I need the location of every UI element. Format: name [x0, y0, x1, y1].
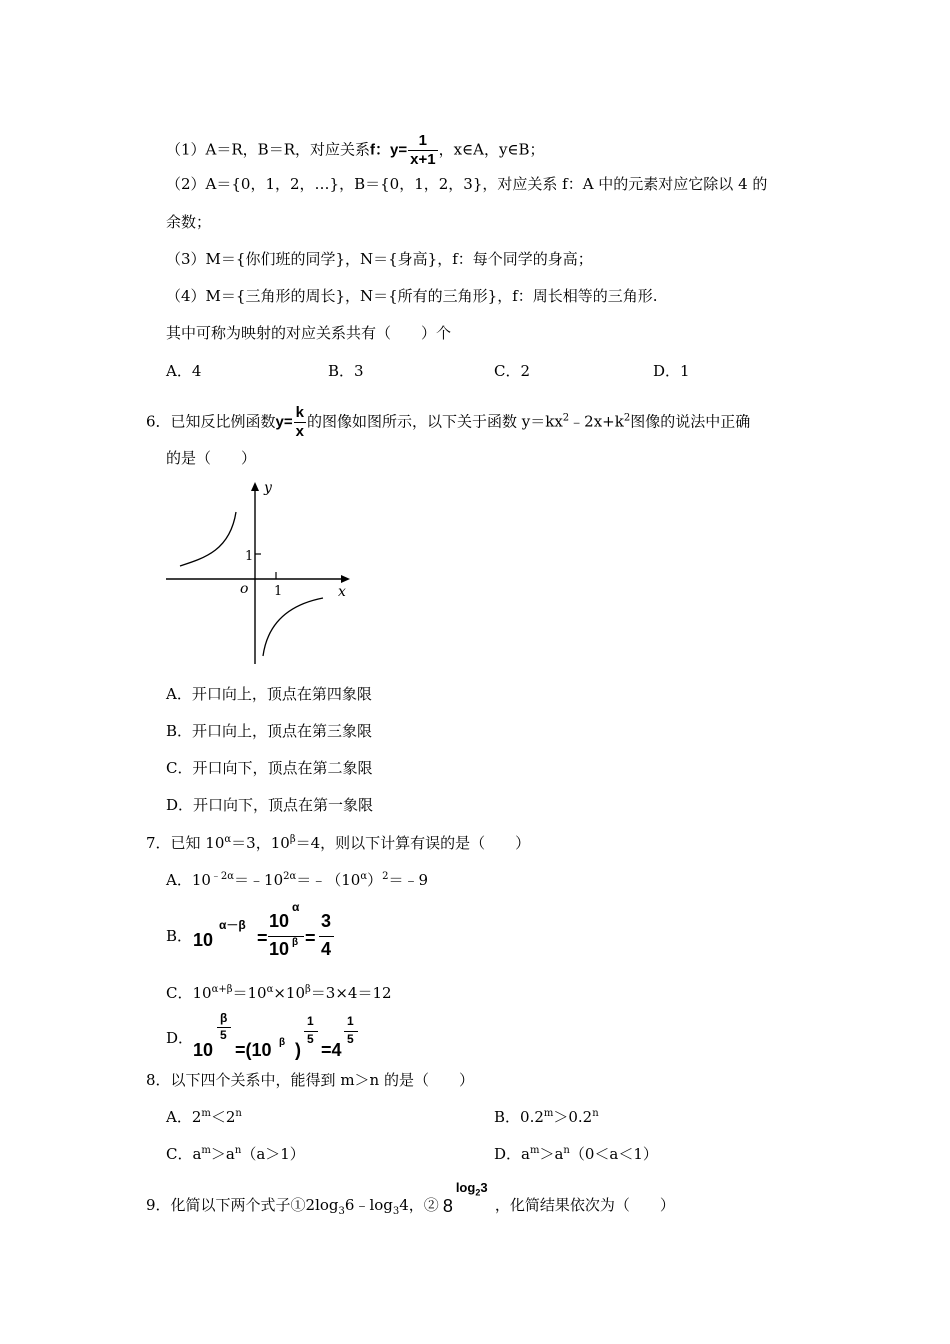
q5-option-c: C．2	[494, 362, 531, 380]
q8-option-a: A．$2^m<2^n$	[166, 1108, 242, 1126]
q8-option-c: C．$a^m>a^n(a>1)$	[166, 1145, 305, 1163]
q6-option-b: B．开口向上，顶点在第三象限	[166, 722, 373, 740]
y-axis-arrow	[251, 482, 259, 491]
q5-item4: （4）M＝{三角形的周长}，N＝{所有的三角形}，f：周长相等的三角形.	[166, 287, 658, 305]
hyperbola-branch-lower-right	[263, 598, 323, 656]
y-one-label: 1	[245, 549, 254, 564]
hyperbola-branch-upper-left	[180, 512, 236, 566]
q8-stem: 8．以下四个关系中，能得到 m＞n 的是（ ）	[146, 1071, 474, 1089]
q5-item2-line1: （2）A＝{0，1，2，…}，B＝{0，1，2，3}，对应关系 f：A 中的元素对应它除以 4 的	[166, 175, 768, 193]
q5-option-b: B．3	[328, 362, 364, 380]
q5-item1: （1）A＝R，B＝R，对应关系f：y= $\frac{1}{x+1}$ ，x∈A，y∈B；	[166, 132, 545, 168]
x-one-label: 1	[274, 584, 283, 599]
q7-option-d: D．	[166, 1029, 194, 1047]
q6-hyperbola-graph	[160, 478, 360, 668]
q5-option-d: D．1	[653, 362, 690, 380]
q8-option-b: B．$0.2^m>0.2^n$	[494, 1108, 599, 1126]
q8-option-d: D．$a^m>a^n(0<a<1)$	[494, 1145, 658, 1163]
q5-option-a: A．4	[166, 362, 202, 380]
q7-option-a: A．$10^{﹣2\alpha}=﹣10^{2\alpha}=﹣(10^\alpha)^2=﹣9$	[166, 871, 429, 889]
q6-option-a: A．开口向上，顶点在第四象限	[166, 685, 372, 703]
q7-option-b: B．	[166, 927, 193, 945]
q6-stem: 6．已知反比例函数y= $\frac{k}{x}$ 的图像如图所示，以下关于函数 $y=kx^2﹣2x+k^2$图像的说法中正确	[146, 404, 751, 440]
q5-question: 其中可称为映射的对应关系共有（ ）个	[166, 324, 452, 342]
q5-item3: （3）M＝{你们班的同学}，N＝{身高}，f：每个同学的身高；	[166, 250, 593, 268]
q9-power-expression: 8 $\log_23$	[442, 1180, 488, 1216]
q6-option-c: C．开口向下，顶点在第二象限	[166, 759, 373, 777]
origin-label: o	[240, 581, 249, 597]
x-axis-label: x	[338, 584, 346, 600]
q6-stem-line2: 的是（ ）	[166, 449, 257, 467]
q6-fraction: $\frac{k}{x}$	[295, 404, 304, 440]
q7-option-c: C．$10^{\alpha+\beta}=10^\alpha\times 10^\beta=3\times 4=12$	[166, 984, 392, 1002]
q5-fraction: $\frac{1}{x+1}$	[410, 132, 436, 168]
q9-stem: 9．化简以下两个式子$①2\log_36﹣\log_34$，② 8 $\log_23$ ，化简结果依次为（ ）	[146, 1180, 675, 1217]
q5-item2-line2: 余数；	[166, 213, 212, 231]
y-axis-label: y	[264, 480, 272, 496]
x-axis-arrow	[341, 575, 350, 583]
q6-option-d: D．开口向下，顶点在第一象限	[166, 796, 374, 814]
q7-stem: 7．已知 $10^\alpha=3$，$10^\beta=4$，则以下计算有误的是（ ）	[146, 834, 531, 852]
